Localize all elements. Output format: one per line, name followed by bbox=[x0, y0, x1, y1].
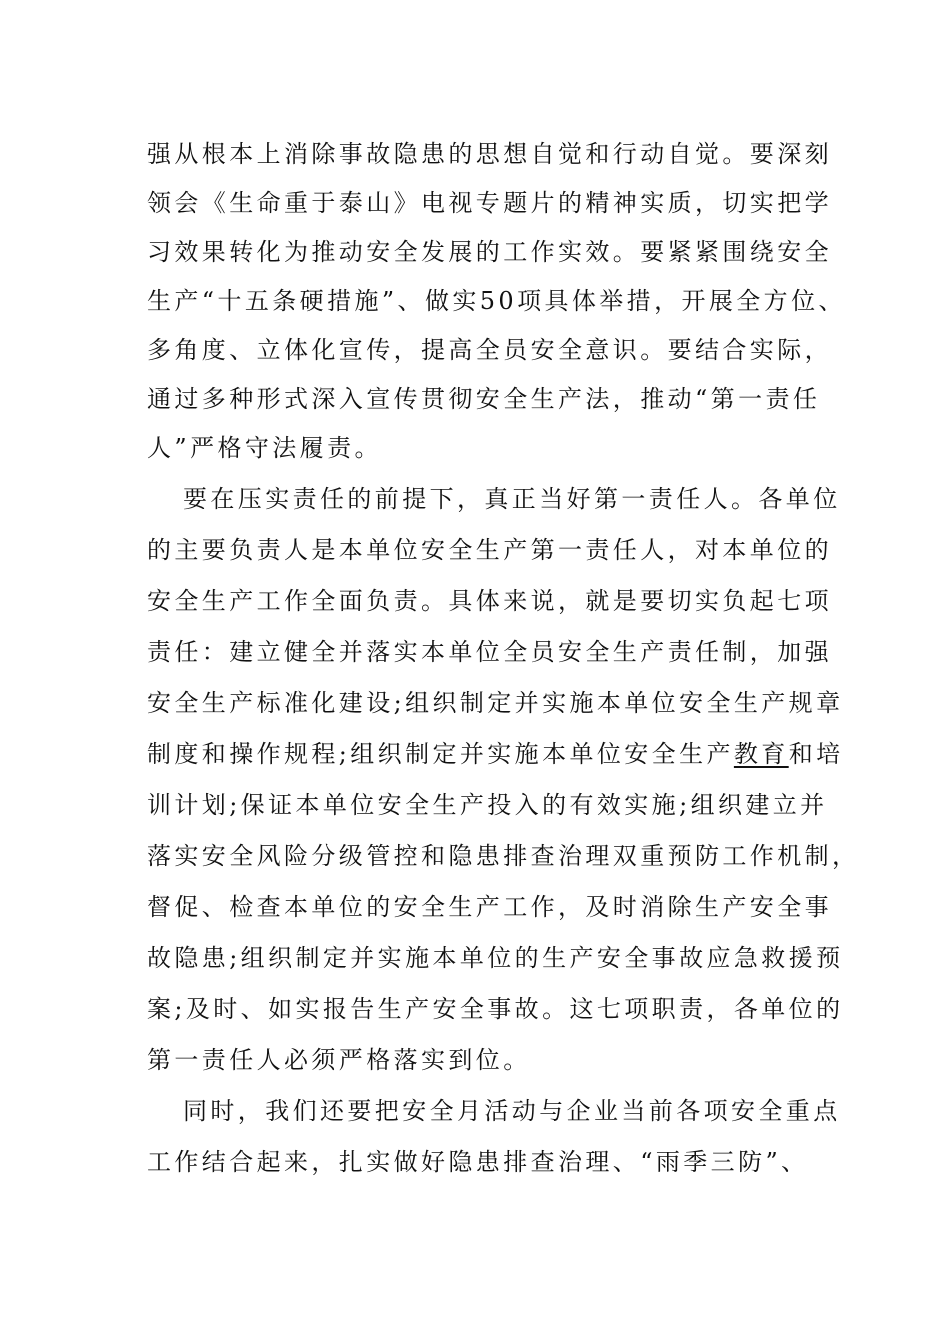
paragraph-1-line-2: 领会《生命重于泰山》电视专题片的精神实质，切实把学 bbox=[147, 189, 832, 217]
paragraph-2-line-9: 督促、检查本单位的安全生产工作，及时消除生产安全事 bbox=[147, 893, 832, 921]
paragraph-3-line-1: 同时，我们还要把安全月活动与企业当前各项安全重点 bbox=[183, 1097, 841, 1125]
paragraph-1-line-1: 强从根本上消除事故隐患的思想自觉和行动自觉。要深刻 bbox=[147, 140, 832, 168]
line-6-before-text: 制度和操作规程;组织制定并实施本单位安全生产 bbox=[147, 740, 734, 768]
paragraph-3-line-2: 工作结合起来，扎实做好隐患排查治理、“雨季三防”、 bbox=[147, 1148, 809, 1176]
paragraph-2-line-10: 故隐患;组织制定并实施本单位的生产安全事故应急救援预 bbox=[147, 944, 844, 972]
paragraph-1-line-7: 人”严格守法履责。 bbox=[147, 434, 382, 462]
paragraph-2-line-7: 训计划;保证本单位安全生产投入的有效实施;组织建立并 bbox=[147, 791, 828, 819]
paragraph-2-line-3: 安全生产工作全面负责。具体来说，就是要切实负起七项 bbox=[147, 587, 832, 615]
paragraph-2-line-6 bbox=[147, 738, 844, 770]
paragraph-2-line-5: 安全生产标准化建设;组织制定并实施本单位安全生产规章 bbox=[147, 689, 844, 717]
paragraph-1-line-5: 多角度、立体化宣传，提高全员安全意识。要结合实际， bbox=[147, 336, 832, 364]
paragraph-1-line-3: 习效果转化为推动安全发展的工作实效。要紧紧围绕安全 bbox=[147, 238, 832, 266]
paragraph-2-line-12: 第一责任人必须严格落实到位。 bbox=[147, 1046, 531, 1074]
paragraph-2-line-1: 要在压实责任的前提下，真正当好第一责任人。各单位 bbox=[183, 485, 841, 513]
line-6-after-text: 和培 bbox=[788, 740, 844, 768]
paragraph-1-line-4: 生产“十五条硬措施”、做实50项具体举措，开展全方位、 bbox=[147, 287, 846, 315]
paragraph-1-line-6: 通过多种形式深入宣传贯彻安全生产法，推动“第一责任 bbox=[147, 385, 821, 413]
paragraph-2-line-4: 责任：建立健全并落实本单位全员安全生产责任制，加强 bbox=[147, 638, 832, 666]
paragraph-2-line-8: 落实安全风险分级管控和隐患排查治理双重预防工作机制， bbox=[147, 842, 860, 870]
paragraph-2-line-2: 的主要负责人是本单位安全生产第一责任人，对本单位的 bbox=[147, 536, 832, 564]
paragraph-2-line-11: 案;及时、如实报告生产安全事故。这七项职责，各单位的 bbox=[147, 995, 844, 1023]
education-link[interactable]: 教育 bbox=[733, 740, 789, 768]
